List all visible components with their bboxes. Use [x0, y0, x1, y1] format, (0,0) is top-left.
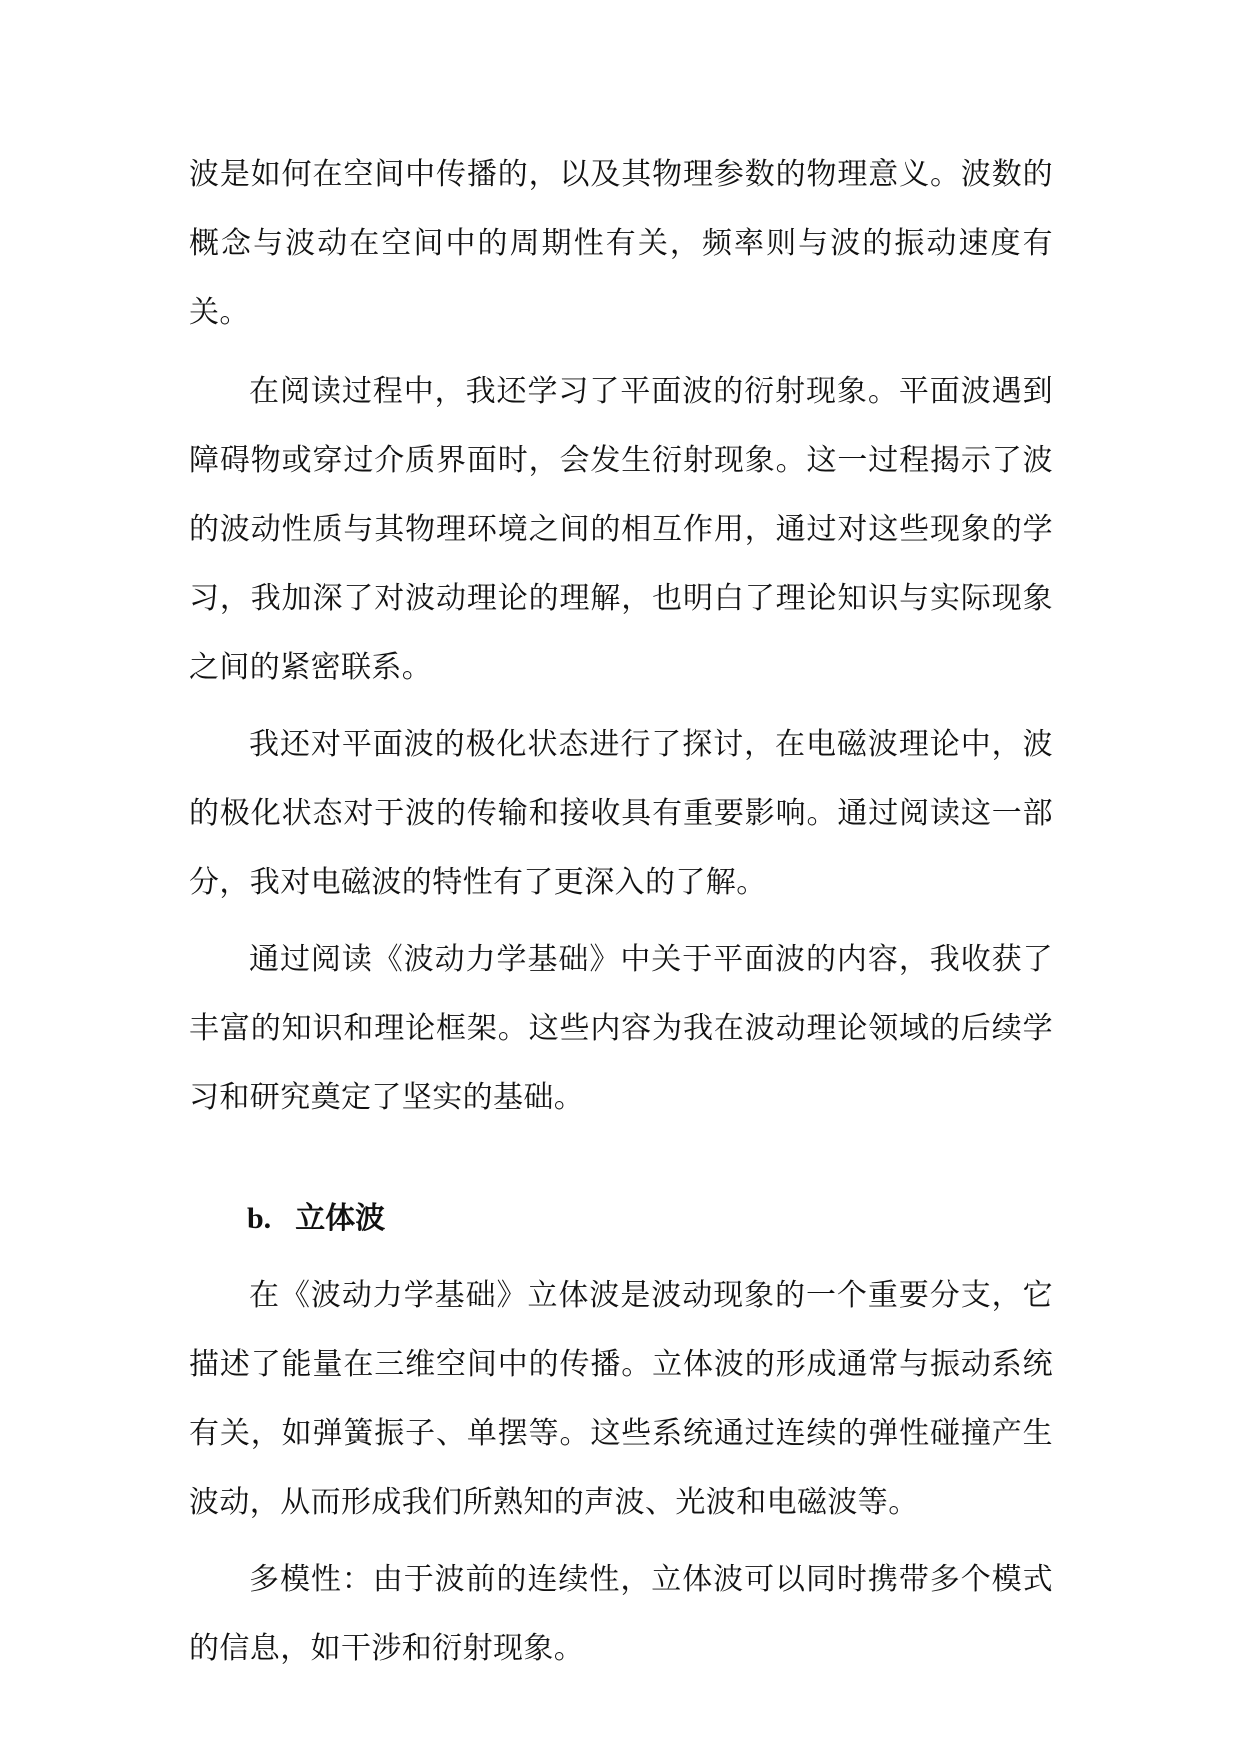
document-page — [189, 140, 1053, 1683]
paragraph-continuation: 波是如何在空间中传播的，以及其物理参数的物理意义。波数的概念与波动在空间中的周期性有关，频率则与波的振动速度有关。 — [189, 157, 1053, 330]
paragraph-polarization: 我还对平面波的极化状态进行了探讨，在电磁波理论中，波的极化状态对于波的传输和接收具有重要影响。通过阅读这一部分，我对电磁波的特性有了更深入的了解。 — [189, 727, 1053, 900]
paragraph-summary: 通过阅读《波动力学基础》中关于平面波的内容，我收获了丰富的知识和理论框架。这些内容为我在波动理论领域的后续学习和研究奠定了坚实的基础。 — [189, 942, 1053, 1115]
paragraph-diffraction: 在阅读过程中，我还学习了平面波的衍射现象。平面波遇到障碍物或穿过介质界面时，会发生衍射现象。这一过程揭示了波的波动性质与其物理环境之间的相互作用，通过对这些现象的学习，我加深了对波动理论的理解，也明白了理论知识与实际现象之间的紧密联系。 — [189, 374, 1053, 685]
section-heading — [189, 1184, 1053, 1253]
paragraph-solid-wave-intro: 在《波动力学基础》立体波是波动现象的一个重要分支，它描述了能量在三维空间中的传播。立体波的形成通常与振动系统有关，如弹簧振子、单摆等。这些系统通过连续的弹性碰撞产生波动，从而形成我们所熟知的声波、光波和电磁波等。 — [189, 1278, 1053, 1520]
section-title: 立体波 — [295, 1201, 386, 1236]
section-marker: b. — [247, 1202, 272, 1235]
paragraph-multimode: 多模性：由于波前的连续性，立体波可以同时携带多个模式的信息，如干涉和衍射现象。 — [189, 1562, 1053, 1666]
